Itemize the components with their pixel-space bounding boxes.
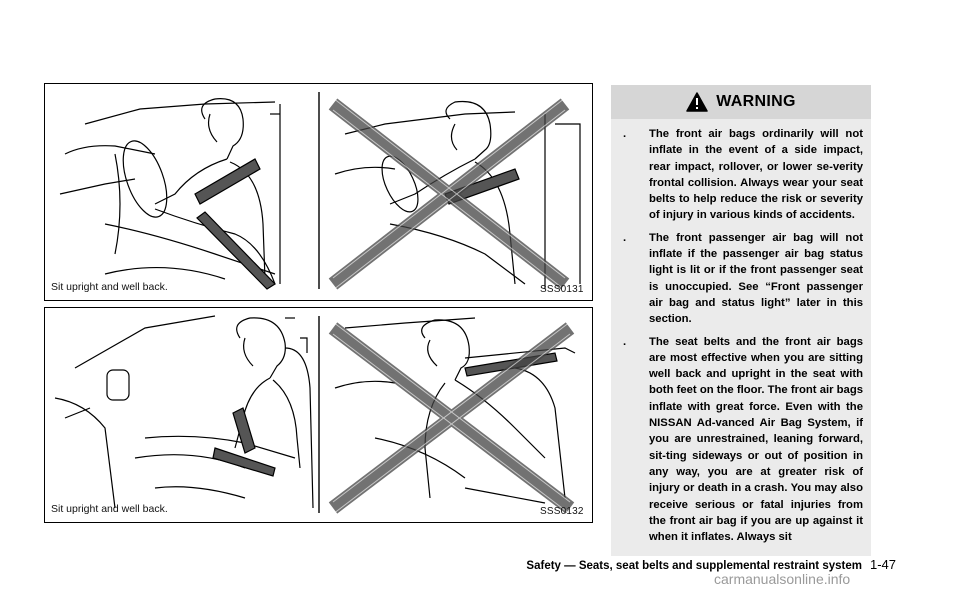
figure-sss0132 xyxy=(44,307,593,523)
warning-item xyxy=(623,334,863,546)
illustration-upright-passenger xyxy=(45,308,594,524)
illustration-upright-driver xyxy=(45,84,594,302)
warning-item-text: The front air bags ordinarily will not inflate in the event of a side impact, rear impact, rollover, or lower se-verity frontal collision. Always wear your seat belts to help reduce the risk or severity of injury in various kinds of accidents. xyxy=(649,128,863,222)
page-number: 1-47 xyxy=(869,557,896,572)
warning-list xyxy=(611,119,871,556)
page-footer xyxy=(466,557,896,572)
bullet: . xyxy=(623,335,627,348)
warning-triangle-icon xyxy=(686,92,708,112)
watermark: carmanualsonline.info xyxy=(714,571,851,587)
figure-caption: Sit upright and well back. xyxy=(51,503,168,515)
warning-item xyxy=(623,230,863,328)
figure-code: SSS0131 xyxy=(540,284,584,295)
warning-header xyxy=(611,85,871,119)
warning-item xyxy=(623,126,863,224)
warning-title: WARNING xyxy=(716,93,796,110)
footer-section-title: Safety — Seats, seat belts and supplemental restraint system xyxy=(526,560,862,572)
bullet: . xyxy=(623,231,627,244)
figure-caption: Sit upright and well back. xyxy=(51,281,168,293)
figure-code: SSS0132 xyxy=(540,506,584,517)
warning-item-text: The front passenger air bag will not inflate if the passenger air bag status light is lit or if the front passenger seat is unoccupied. See “Front passenger air bag and status light” later in this section. xyxy=(649,231,863,326)
figure-sss0131 xyxy=(44,83,593,301)
warning-item-text: The seat belts and the front air bags are most effective when you are sitting well back and upright in the seat with both feet on the floor. The front air bags inflate with great force. Even with the NISSAN Ad-vanced Air Bag System, if you are unrestrained, leaning forward, sit-ting sideways or out of position in any way, you are at greater risk of injury or death in a crash. You may also receive serious or fatal injuries from the front air bag if you are up against it when it inflates. Always sit xyxy=(649,335,864,544)
bullet: . xyxy=(623,128,627,140)
